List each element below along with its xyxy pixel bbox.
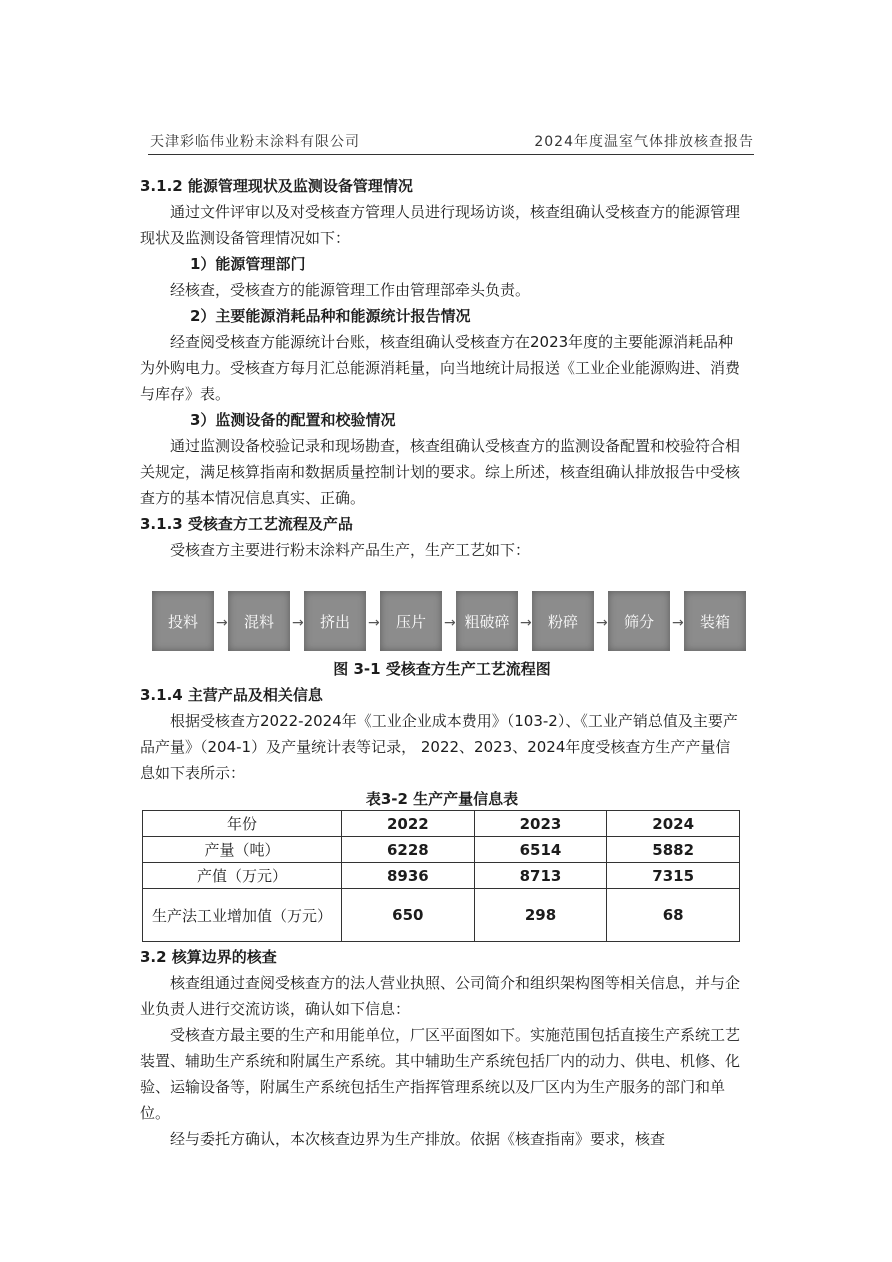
table-cell: 6228: [342, 837, 475, 863]
subheading: 1）能源管理部门: [190, 255, 306, 273]
table-row: [143, 889, 740, 942]
paragraph: 经核查，受核查方的能源管理工作由管理部牵头负责。: [170, 281, 531, 299]
paragraph: 经查阅受核查方能源统计台账，核查组确认受核查方在2023年度的主要能源消耗品种为外购电力。受核查方每月汇总能源消耗量，向当地统计局报送《工业企业能源购进、消费与库存》表。: [140, 333, 741, 403]
paragraph: 受核查方最主要的生产和用能单位，厂区平面图如下。实施范围包括直接生产系统工艺装置、辅助生产系统和附属生产系统。其中辅助生产系统包括厂内的动力、供电、机修、化验、运输设备等，附属生产系统包括生产指挥管理系统以及厂区内为生产服务的部门和单位。: [140, 1026, 741, 1122]
table-cell: 6514: [474, 837, 607, 863]
table-header-cell: 2022: [342, 811, 475, 837]
paragraph: 经与委托方确认，本次核查边界为生产排放。依据《核查指南》要求，核查: [170, 1130, 666, 1148]
flow-step: 混料: [228, 591, 290, 651]
production-table: [142, 810, 740, 942]
page-header: [150, 131, 754, 153]
table-header-cell: 年份: [143, 811, 342, 837]
section-heading: 3.1.2 能源管理现状及监测设备管理情况: [140, 177, 413, 195]
table-cell: 7315: [607, 863, 740, 889]
table-caption: 表3-2 生产产量信息表: [365, 790, 519, 808]
table-row: [143, 837, 740, 863]
flow-step: 挤出: [304, 591, 366, 651]
subheading: 2）主要能源消耗品种和能源统计报告情况: [190, 307, 471, 325]
process-flow-diagram: [152, 591, 744, 653]
section-heading: 3.1.4 主营产品及相关信息: [140, 686, 323, 704]
flow-arrow-icon: →: [520, 615, 532, 631]
table-cell: 产量（吨）: [143, 837, 342, 863]
section-3-1-2: [140, 173, 744, 563]
table-cell: 产值（万元）: [143, 863, 342, 889]
table-row: [143, 863, 740, 889]
table-cell: 68: [607, 889, 740, 942]
flow-step: 装箱: [684, 591, 746, 651]
flow-step: 投料: [152, 591, 214, 651]
paragraph: 根据受核查方2022-2024年《工业企业成本费用》（103-2）、《工业产销总值及主要产品产量》（204-1）及产量统计表等记录， 2022、2023、2024年度受核查方生产产量信息如下表所示：: [140, 712, 738, 782]
paragraph: 通过文件评审以及对受核查方管理人员进行现场访谈，核查组确认受核查方的能源管理现状及监测设备管理情况如下：: [140, 203, 741, 247]
flow-arrow-icon: →: [596, 615, 608, 631]
header-report-title: 2024年度温室气体排放核查报告: [534, 134, 754, 150]
table-cell: 8713: [474, 863, 607, 889]
table-cell: 298: [474, 889, 607, 942]
table-cell: 生产法工业增加值（万元）: [143, 889, 342, 942]
section-3-2: [140, 944, 744, 1152]
paragraph: 核查组通过查阅受核查方的法人营业执照、公司简介和组织架构图等相关信息，并与企业负责人进行交流访谈，确认如下信息：: [140, 974, 741, 1018]
flow-arrow-icon: →: [368, 615, 380, 631]
flow-step: 压片: [380, 591, 442, 651]
figure-caption: 图 3-1 受核查方生产工艺流程图: [333, 660, 551, 678]
header-divider: [148, 154, 754, 155]
flow-arrow-icon: →: [444, 615, 456, 631]
section-heading: 3.1.3 受核查方工艺流程及产品: [140, 515, 353, 533]
table-cell: 8936: [342, 863, 475, 889]
flow-arrow-icon: →: [216, 615, 228, 631]
table-header-cell: 2023: [474, 811, 607, 837]
table-header-cell: 2024: [607, 811, 740, 837]
flow-arrow-icon: →: [292, 615, 304, 631]
flow-arrow-icon: →: [672, 615, 684, 631]
subheading: 3）监测设备的配置和校验情况: [190, 411, 396, 429]
table-cell: 5882: [607, 837, 740, 863]
paragraph: 通过监测设备校验记录和现场勘查，核查组确认受核查方的监测设备配置和校验符合相关规定，满足核算指南和数据质量控制计划的要求。综上所述，核查组确认排放报告中受核查方的基本情况信息真实、正确。: [140, 437, 741, 507]
flow-step: 粉碎: [532, 591, 594, 651]
section-heading: 3.2 核算边界的核查: [140, 948, 277, 966]
table-header-row: [143, 811, 740, 837]
header-company: 天津彩临伟业粉末涂料有限公司: [150, 134, 360, 150]
flow-step: 筛分: [608, 591, 670, 651]
section-3-1-4: [140, 682, 744, 786]
flow-step: 粗破碎: [456, 591, 518, 651]
paragraph: 受核查方主要进行粉末涂料产品生产，生产工艺如下：: [170, 541, 531, 559]
table-cell: 650: [342, 889, 475, 942]
